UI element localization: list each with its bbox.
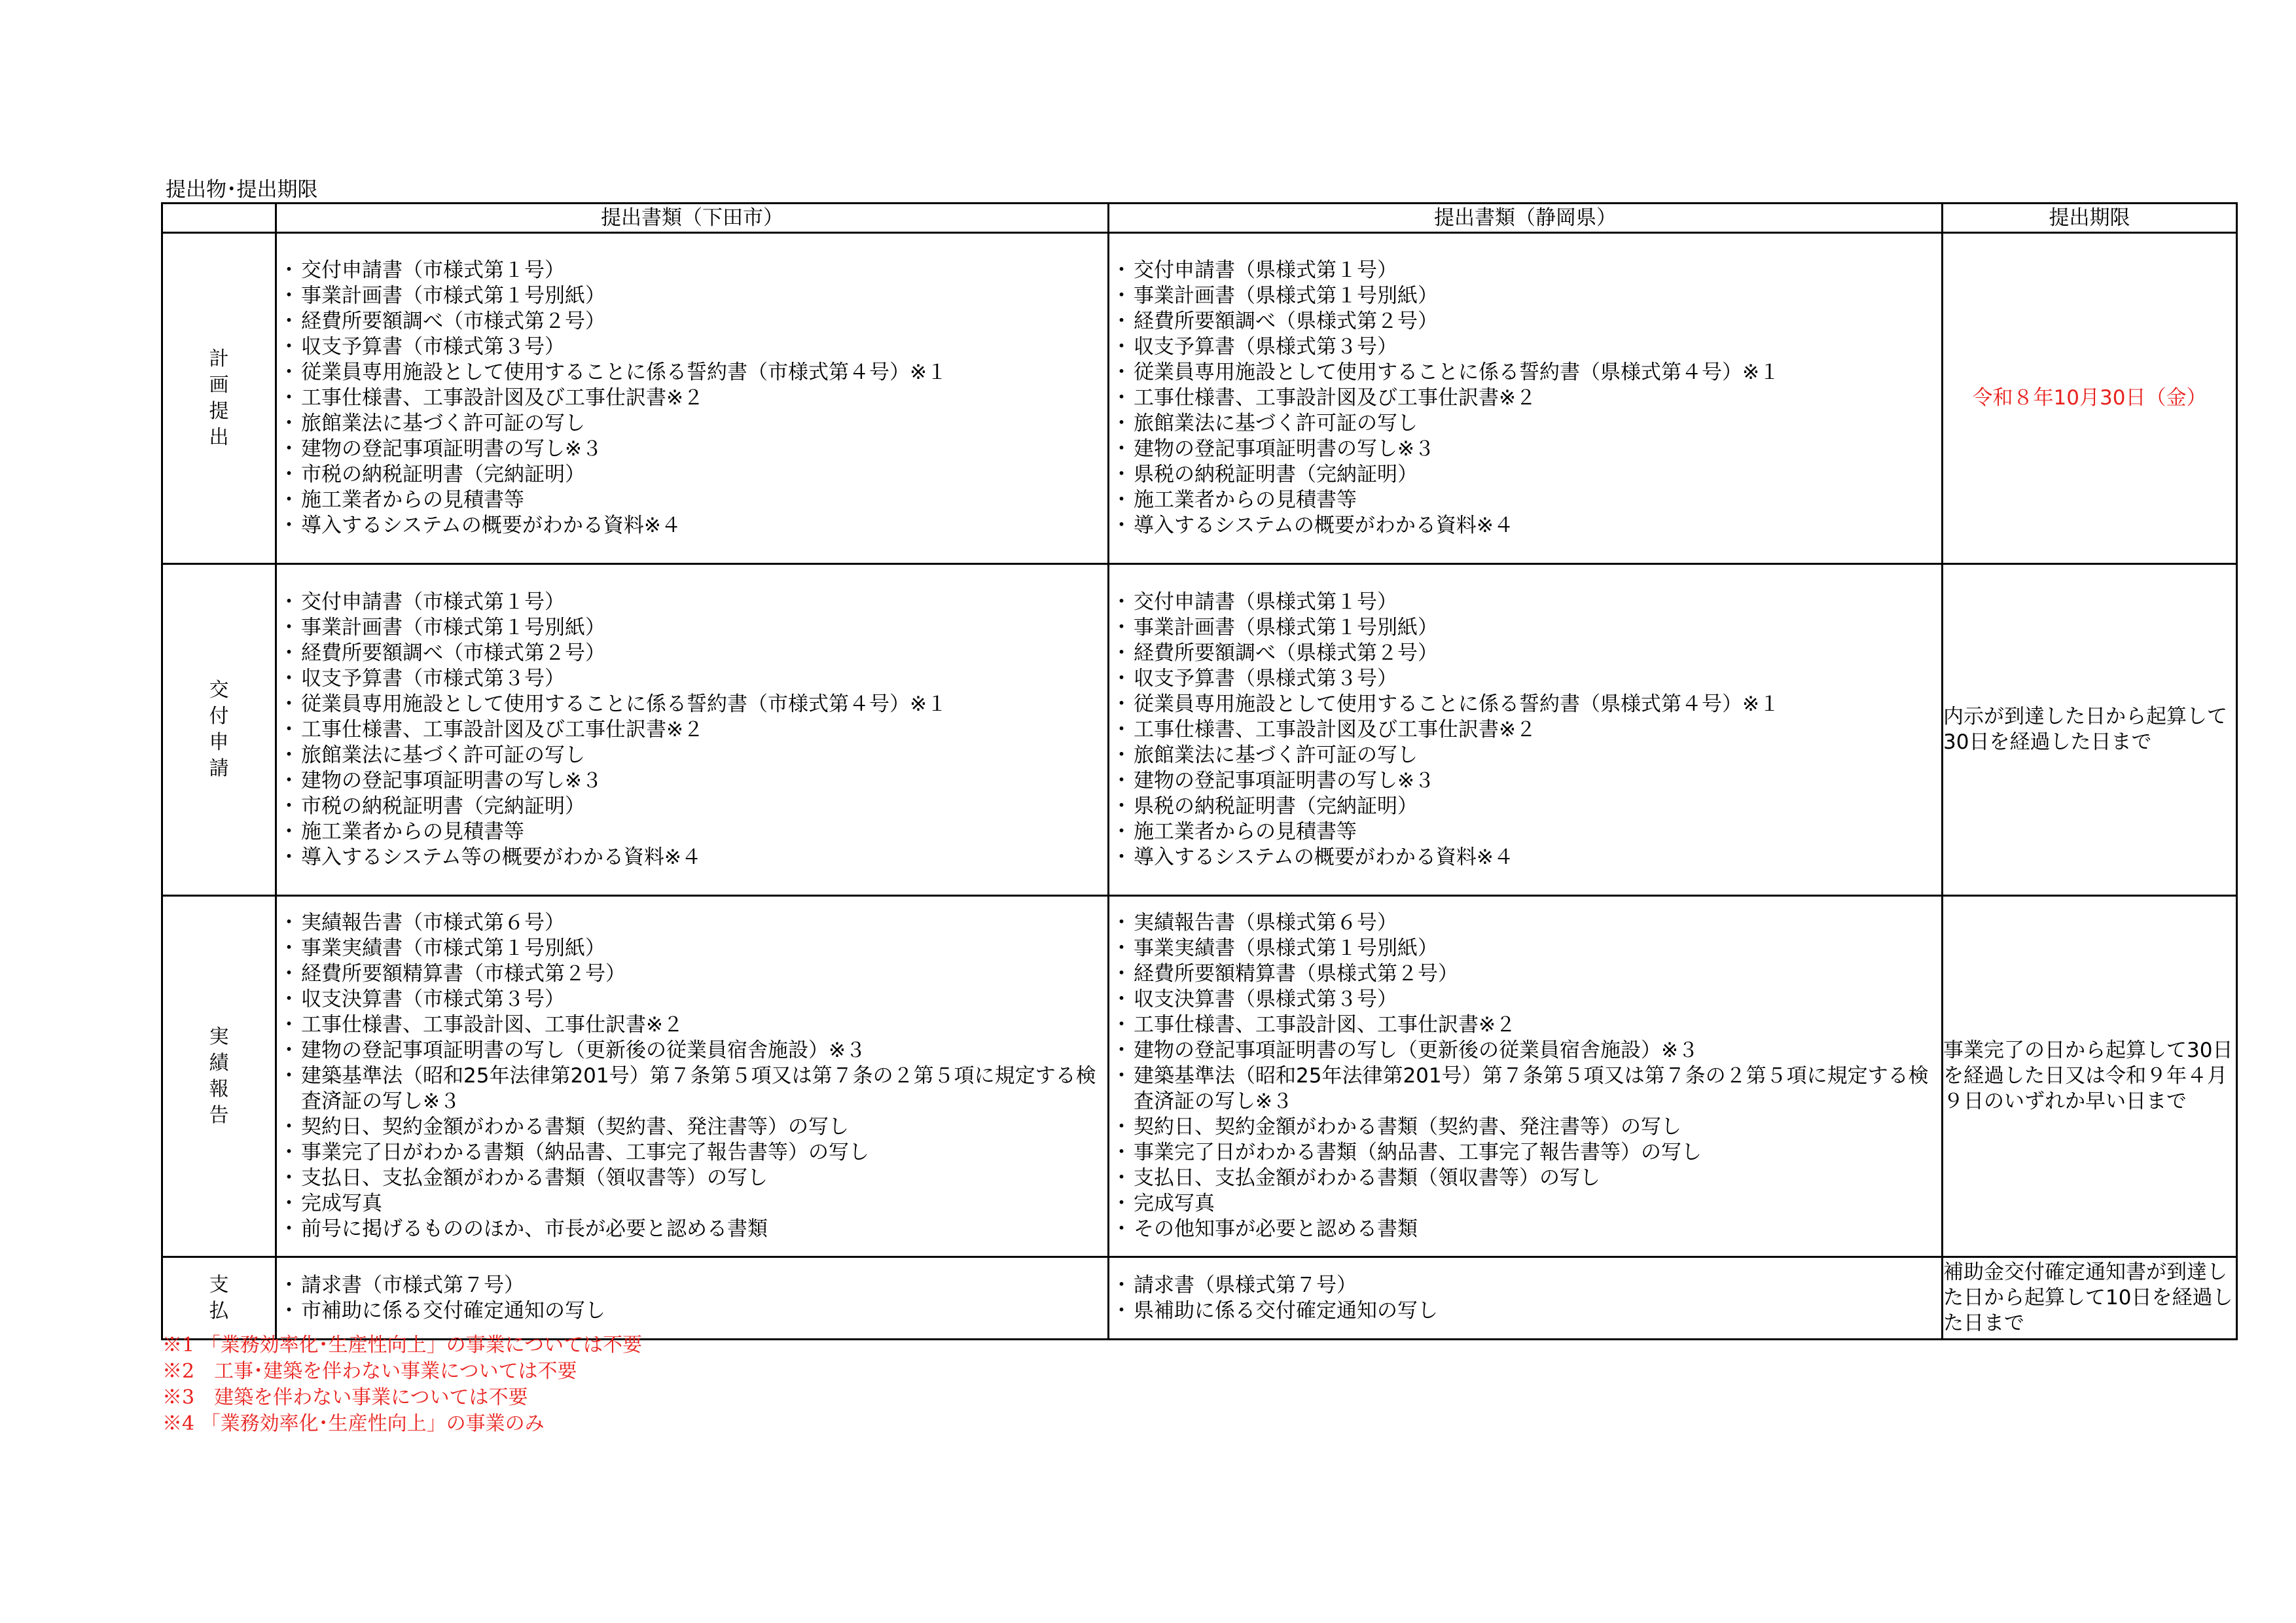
stage-label: 支払 [209,1273,229,1323]
document-item-text: 市税の納税証明書（完納証明） [301,794,585,818]
bullet-icon: ・ [1111,1192,1132,1215]
document-item-text: 経費所要額精算書（市様式第２号） [301,962,626,986]
submission-table [161,202,2238,1340]
table-row-payment [162,1257,2237,1340]
stage-cell [162,1257,276,1340]
deadline-cell [1943,1257,2237,1340]
bullet-icon: ・ [1111,692,1132,716]
document-item [277,1217,1107,1242]
document-item-text: 旅館業法に基づく許可証の写し [301,743,585,767]
shimoda-documents-cell [276,233,1109,564]
shizuoka-documents-cell [1109,233,1943,564]
shizuoka-documents-cell [1109,564,1943,896]
document-item [1109,385,1941,411]
document-item [277,936,1107,961]
shizuoka-documents-cell [1109,1257,1943,1340]
document-item [277,819,1107,845]
document-item [1109,961,1941,987]
document-item [1109,437,1941,462]
shizuoka-documents-cell [1109,896,1943,1257]
document-item [277,590,1107,615]
document-item-text: その他知事が必要と認める書類 [1134,1217,1418,1241]
bullet-icon: ・ [279,962,299,986]
document-item [277,1063,1107,1115]
bullet-icon: ・ [279,361,299,384]
bullet-icon: ・ [279,259,299,282]
document-item [277,488,1107,513]
document-item-text: 導入するシステムの概要がわかる資料※４ [1134,514,1514,537]
document-item [277,987,1107,1012]
stage-cell [162,896,276,1257]
footnote-1: ※1 「業務効率化･生産性向上」の事業については不要 [162,1334,643,1357]
bullet-icon: ・ [279,743,299,767]
document-item-text: 実績報告書（市様式第６号） [301,911,565,935]
bullet-icon: ・ [1111,437,1132,461]
bullet-icon: ・ [1111,386,1132,410]
document-item-text: 導入するシステムの概要がわかる資料※４ [1134,845,1514,869]
bullet-icon: ・ [279,615,299,639]
bullet-icon: ・ [279,412,299,435]
document-item [1109,717,1941,743]
document-item [1109,513,1941,539]
document-item [277,437,1107,462]
bullet-icon: ・ [279,386,299,410]
bullet-icon: ・ [1111,641,1132,665]
header-shizuoka-documents: 提出書類（静岡県） [1109,204,1943,233]
document-item [277,717,1107,743]
document-item-text: 事業計画書（市様式第１号別紙） [301,284,605,308]
header-deadline: 提出期限 [1943,204,2237,233]
document-item-text: 建物の登記事項証明書の写し※３ [301,768,602,793]
document-item-text: 支払日、支払金額がわかる書類（領収書等）の写し [1134,1166,1600,1190]
bullet-icon: ・ [1111,1013,1132,1037]
deadline-text: 内示が到達した日から起算して30日を経過した日まで [1943,705,2227,754]
document-item [277,1191,1107,1217]
document-item [1109,819,1941,845]
document-item-text: 事業完了日がわかる書類（納品書、工事完了報告書等）の写し [1134,1141,1702,1164]
document-item [1109,1140,1941,1166]
document-item [1109,987,1941,1012]
document-item-text: 工事仕様書、工事設計図及び工事仕訳書※２ [301,386,704,410]
bullet-icon: ・ [1111,488,1132,512]
document-item [1109,462,1941,488]
document-item-text: 経費所要額精算書（県様式第２号） [1134,962,1458,986]
document-item [1109,590,1941,615]
bullet-icon: ・ [279,768,299,793]
document-item-text: 事業実績書（県様式第１号別紙） [1134,936,1438,960]
stage-cell [162,233,276,564]
shizuoka-document-list [1109,258,1941,539]
bullet-icon: ・ [279,936,299,960]
shimoda-document-list [277,258,1107,539]
document-item [277,462,1107,488]
document-item-text: 工事仕様書、工事設計図及び工事仕訳書※２ [1134,386,1536,410]
document-item [1109,1273,1941,1298]
bullet-icon: ・ [1111,911,1132,935]
shimoda-documents-cell [276,564,1109,896]
document-item-text: 建物の登記事項証明書の写し※３ [1134,768,1435,793]
document-item-text: 工事仕様書、工事設計図及び工事仕訳書※２ [301,717,704,741]
bullet-icon: ・ [1111,1166,1132,1190]
bullet-icon: ・ [1111,259,1132,282]
document-item-text: 導入するシステム等の概要がわかる資料※４ [301,845,702,869]
document-item [277,794,1107,819]
document-item-text: 県補助に係る交付確定通知の写し [1134,1298,1438,1323]
bullet-icon: ・ [1111,1115,1132,1139]
bullet-icon: ・ [279,310,299,333]
bullet-icon: ・ [279,1166,299,1190]
document-item [277,768,1107,794]
bullet-icon: ・ [279,1064,299,1088]
document-item-text: 旅館業法に基づく許可証の写し [1134,412,1418,435]
document-item-text: 経費所要額調べ（市様式第２号） [301,310,605,333]
bullet-icon: ・ [279,514,299,537]
bullet-icon: ・ [1111,1217,1132,1241]
document-item [1109,1166,1941,1191]
document-item [1109,794,1941,819]
document-item-text: 従業員専用施設として使用することに係る誓約書（県様式第４号）※１ [1134,361,1780,384]
bullet-icon: ・ [279,335,299,359]
document-item-text: 工事仕様書、工事設計図、工事仕訳書※２ [1134,1013,1516,1037]
document-item-text: 交付申請書（県様式第１号） [1134,590,1397,614]
document-item [277,1298,1107,1324]
shizuoka-document-list [1109,1273,1941,1324]
document-item-text: 導入するシステムの概要がわかる資料※４ [301,514,681,537]
document-item [1109,258,1941,283]
header-shimoda-documents: 提出書類（下田市） [276,204,1109,233]
document-item [277,743,1107,768]
document-item [277,641,1107,666]
bullet-icon: ・ [1111,1064,1132,1088]
document-item [1109,1191,1941,1217]
document-item [1109,936,1941,961]
document-item-text: 従業員専用施設として使用することに係る誓約書（市様式第４号）※１ [301,692,947,716]
document-item [1109,309,1941,334]
bullet-icon: ・ [279,488,299,512]
bullet-icon: ・ [1111,743,1132,767]
document-item-text: 旅館業法に基づく許可証の写し [301,412,585,435]
document-item-text: 完成写真 [301,1192,382,1215]
document-item [277,258,1107,283]
document-item [1109,615,1941,641]
document-item [1109,1115,1941,1140]
bullet-icon: ・ [279,666,299,690]
document-item [277,309,1107,334]
stage-label: 実績報告 [209,1025,229,1127]
footnote-4: ※4 「業務効率化･生産性向上」の事業のみ [162,1412,545,1435]
document-item-text: 完成写真 [1134,1192,1215,1215]
document-item [1109,411,1941,437]
document-title: 提出物･提出期限 [166,178,318,202]
shizuoka-document-list [1109,590,1941,870]
document-item-text: 施工業者からの見積書等 [1134,488,1357,512]
bullet-icon: ・ [279,794,299,818]
document-item [1109,768,1941,794]
shimoda-document-list [277,910,1107,1242]
document-item-text: 収支予算書（県様式第３号） [1134,335,1397,359]
document-item-text: 前号に掲げるもののほか、市長が必要と認める書類 [301,1217,768,1241]
bullet-icon: ・ [1111,284,1132,308]
document-item [1109,641,1941,666]
document-item [277,961,1107,987]
document-item-text: 建物の登記事項証明書の写し※３ [1134,437,1435,461]
document-item [277,1166,1107,1191]
document-item-text: 事業実績書（市様式第１号別紙） [301,936,605,960]
bullet-icon: ・ [1111,590,1132,614]
document-item [277,1038,1107,1063]
bullet-icon: ・ [279,1273,299,1297]
bullet-icon: ・ [1111,310,1132,333]
bullet-icon: ・ [1111,361,1132,384]
bullet-icon: ・ [1111,845,1132,869]
document-item [1109,910,1941,936]
bullet-icon: ・ [279,819,299,844]
footnote-3: ※3 建築を伴わない事業については不要 [162,1386,528,1409]
bullet-icon: ・ [279,641,299,665]
document-item-text: 市税の納税証明書（完納証明） [301,463,585,486]
document-item-text: 収支決算書（県様式第３号） [1134,988,1397,1011]
shizuoka-document-list [1109,910,1941,1242]
document-item-text: 事業計画書（市様式第１号別紙） [301,615,605,639]
bullet-icon: ・ [1111,1298,1132,1323]
table-row-performance-report [162,896,2237,1257]
document-item [277,692,1107,717]
document-item-text: 施工業者からの見積書等 [301,819,524,844]
bullet-icon: ・ [1111,988,1132,1011]
bullet-icon: ・ [279,988,299,1011]
document-item-text: 収支予算書（市様式第３号） [301,335,565,359]
document-item-text: 建物の登記事項証明書の写し（更新後の従業員宿舎施設）※３ [301,1039,866,1062]
bullet-icon: ・ [1111,717,1132,741]
document-item [1109,1063,1941,1115]
deadline-cell [1943,564,2237,896]
footnote-2: ※2 工事･建築を伴わない事業については不要 [162,1360,577,1383]
document-item-text: 交付申請書（県様式第１号） [1134,259,1397,282]
document-item-text: 県税の納税証明書（完納証明） [1134,463,1418,486]
document-item-text: 契約日、契約金額がわかる書類（契約書、発注書等）の写し [301,1115,849,1139]
document-item-text: 支払日、支払金額がわかる書類（領収書等）の写し [301,1166,768,1190]
document-item-text: 交付申請書（市様式第１号） [301,259,565,282]
document-item [277,666,1107,692]
document-item [1109,1217,1941,1242]
document-item [277,385,1107,411]
document-item [1109,283,1941,309]
stage-label: 交付申請 [209,679,229,780]
deadline-text: 事業完了の日から起算して30日を経過した日又は令和９年４月９日のいずれか早い日まで [1943,1039,2233,1113]
document-item [1109,845,1941,870]
document-item-text: 経費所要額調べ（県様式第２号） [1134,641,1438,665]
document-item [277,1012,1107,1038]
document-item-text: 旅館業法に基づく許可証の写し [1134,743,1418,767]
document-item-text: 経費所要額調べ（県様式第２号） [1134,310,1438,333]
document-item-text: 施工業者からの見積書等 [1134,819,1357,844]
header-stage [162,204,276,233]
document-item-text: 建築基準法（昭和25年法律第201号）第７条第５項又は第７条の２第５項に規定する検査済証の写し※３ [1134,1064,1929,1113]
document-item [1109,1012,1941,1038]
document-item [1109,1298,1941,1324]
bullet-icon: ・ [1111,335,1132,359]
bullet-icon: ・ [279,437,299,461]
document-item [277,845,1107,870]
bullet-icon: ・ [279,1013,299,1037]
document-item-text: 契約日、契約金額がわかる書類（契約書、発注書等）の写し [1134,1115,1681,1139]
document-item [277,513,1107,539]
bullet-icon: ・ [1111,768,1132,793]
document-item-text: 従業員専用施設として使用することに係る誓約書（市様式第４号）※１ [301,361,947,384]
document-item [277,910,1107,936]
document-item-text: 建物の登記事項証明書の写し※３ [301,437,602,461]
deadline-text: 令和８年10月30日（金） [1972,386,2207,410]
bullet-icon: ・ [279,590,299,614]
document-item [277,1115,1107,1140]
bullet-icon: ・ [279,692,299,716]
bullet-icon: ・ [1111,615,1132,639]
bullet-icon: ・ [279,1192,299,1215]
document-item-text: 実績報告書（県様式第６号） [1134,911,1397,935]
document-item [1109,743,1941,768]
deadline-cell [1943,233,2237,564]
document-item-text: 経費所要額調べ（市様式第２号） [301,641,605,665]
bullet-icon: ・ [1111,463,1132,486]
bullet-icon: ・ [279,1115,299,1139]
bullet-icon: ・ [1111,1141,1132,1164]
shimoda-documents-cell [276,896,1109,1257]
document-item [277,1273,1107,1298]
bullet-icon: ・ [1111,514,1132,537]
bullet-icon: ・ [1111,1273,1132,1297]
bullet-icon: ・ [279,717,299,741]
document-item-text: 県税の納税証明書（完納証明） [1134,794,1418,818]
stage-label: 計画提出 [209,347,229,449]
bullet-icon: ・ [1111,936,1132,960]
table-row-grant-application [162,564,2237,896]
bullet-icon: ・ [1111,794,1132,818]
document-item [277,1140,1107,1166]
bullet-icon: ・ [1111,1039,1132,1062]
document-item-text: 請求書（県様式第７号） [1134,1273,1357,1297]
bullet-icon: ・ [279,1298,299,1323]
bullet-icon: ・ [279,284,299,308]
bullet-icon: ・ [1111,412,1132,435]
document-item [1109,692,1941,717]
document-item [277,334,1107,360]
document-item-text: 収支決算書（市様式第３号） [301,988,565,1011]
document-item-text: 請求書（市様式第７号） [301,1273,524,1297]
document-item-text: 収支予算書（県様式第３号） [1134,666,1397,690]
document-item [1109,488,1941,513]
bullet-icon: ・ [1111,666,1132,690]
bullet-icon: ・ [279,463,299,486]
bullet-icon: ・ [1111,962,1132,986]
bullet-icon: ・ [279,1217,299,1241]
footnotes [162,1332,642,1437]
bullet-icon: ・ [279,845,299,869]
document-item-text: 事業計画書（県様式第１号別紙） [1134,615,1438,639]
document-item-text: 建築基準法（昭和25年法律第201号）第７条第５項又は第７条の２第５項に規定する検査済証の写し※３ [301,1064,1096,1113]
table-row-plan-submission [162,233,2237,564]
stage-cell [162,564,276,896]
document-item [277,283,1107,309]
document-item-text: 工事仕様書、工事設計図、工事仕訳書※２ [301,1013,683,1037]
document-item-text: 交付申請書（市様式第１号） [301,590,565,614]
bullet-icon: ・ [279,1141,299,1164]
bullet-icon: ・ [1111,819,1132,844]
document-item-text: 事業計画書（県様式第１号別紙） [1134,284,1438,308]
bullet-icon: ・ [279,911,299,935]
document-item [277,615,1107,641]
document-item [1109,360,1941,385]
deadline-text: 補助金交付確定通知書が到達した日から起算して10日を経過した日まで [1943,1260,2233,1335]
shimoda-document-list [277,590,1107,870]
document-item [1109,334,1941,360]
table-header-row [162,204,2237,233]
document-item-text: 事業完了日がわかる書類（納品書、工事完了報告書等）の写し [301,1141,869,1164]
document-item [1109,666,1941,692]
document-item-text: 工事仕様書、工事設計図及び工事仕訳書※２ [1134,717,1536,741]
document-item-text: 建物の登記事項証明書の写し（更新後の従業員宿舎施設）※３ [1134,1039,1698,1062]
bullet-icon: ・ [279,1039,299,1062]
document-item-text: 市補助に係る交付確定通知の写し [301,1298,605,1323]
deadline-cell [1943,896,2237,1257]
document-item [277,411,1107,437]
shimoda-document-list [277,1273,1107,1324]
document-item [1109,1038,1941,1063]
document-item-text: 収支予算書（市様式第３号） [301,666,565,690]
document-item-text: 従業員専用施設として使用することに係る誓約書（県様式第４号）※１ [1134,692,1780,716]
shimoda-documents-cell [276,1257,1109,1340]
document-item-text: 施工業者からの見積書等 [301,488,524,512]
document-item [277,360,1107,385]
